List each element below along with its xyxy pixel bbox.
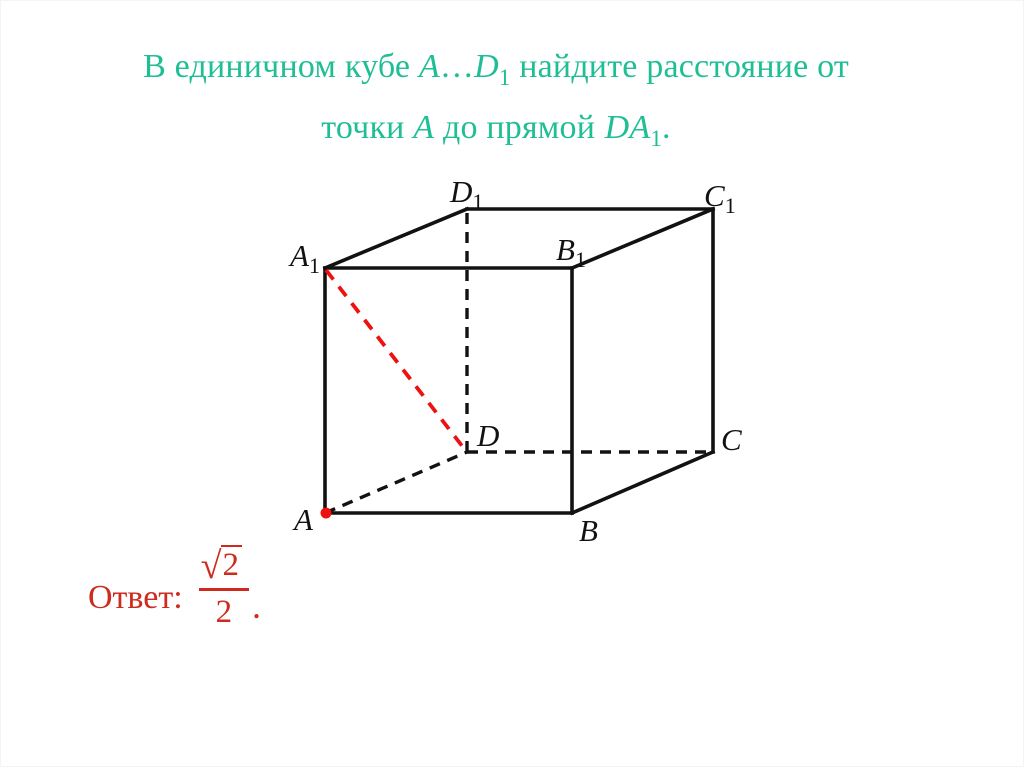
title-var-a: A bbox=[413, 109, 435, 146]
title-var-da1: DA bbox=[604, 109, 651, 146]
answer-period: . bbox=[252, 586, 262, 626]
fraction-denominator: 2 bbox=[215, 594, 233, 630]
vertex-label-D1: $D_1$ bbox=[450, 174, 484, 214]
sqrt-icon: √ bbox=[200, 545, 222, 587]
cube-edge-AD-hidden bbox=[325, 452, 467, 513]
vertex-label-A1: $A_1$ bbox=[290, 238, 320, 278]
cube-edge-A1D1 bbox=[325, 209, 467, 268]
sqrt-radicand: 2 bbox=[221, 545, 243, 583]
title-var-d1: D bbox=[474, 48, 499, 85]
title-text: до прямой bbox=[434, 109, 596, 146]
vertex-label-D: D bbox=[477, 418, 500, 453]
vertex-label-C: C bbox=[721, 422, 742, 457]
answer-block bbox=[88, 543, 261, 630]
answer-fraction bbox=[199, 543, 249, 630]
title-var-a: A bbox=[418, 48, 440, 85]
title-text: В единичном кубе bbox=[143, 48, 419, 85]
title-text: найдите расстояние от bbox=[510, 48, 849, 85]
highlight-segment-A1D bbox=[326, 270, 466, 451]
vertex-label-A: A bbox=[294, 502, 313, 537]
point-marker-A bbox=[321, 508, 332, 519]
title-text: точки bbox=[321, 109, 414, 146]
vertex-label-B1: $B_1$ bbox=[556, 232, 586, 272]
cube-edge-B1C1 bbox=[572, 209, 713, 268]
title-var-da1-subscript: 1 bbox=[650, 126, 663, 151]
fraction-numerator bbox=[199, 543, 249, 591]
title-text: . bbox=[662, 109, 671, 146]
title-var-d1-subscript: 1 bbox=[498, 65, 511, 90]
answer-label: Ответ: bbox=[88, 579, 183, 616]
vertex-label-C1: $C_1$ bbox=[704, 178, 736, 218]
cube-edge-BC bbox=[572, 452, 713, 513]
vertex-label-B: B bbox=[579, 513, 598, 548]
title-ellipsis: … bbox=[439, 48, 475, 85]
